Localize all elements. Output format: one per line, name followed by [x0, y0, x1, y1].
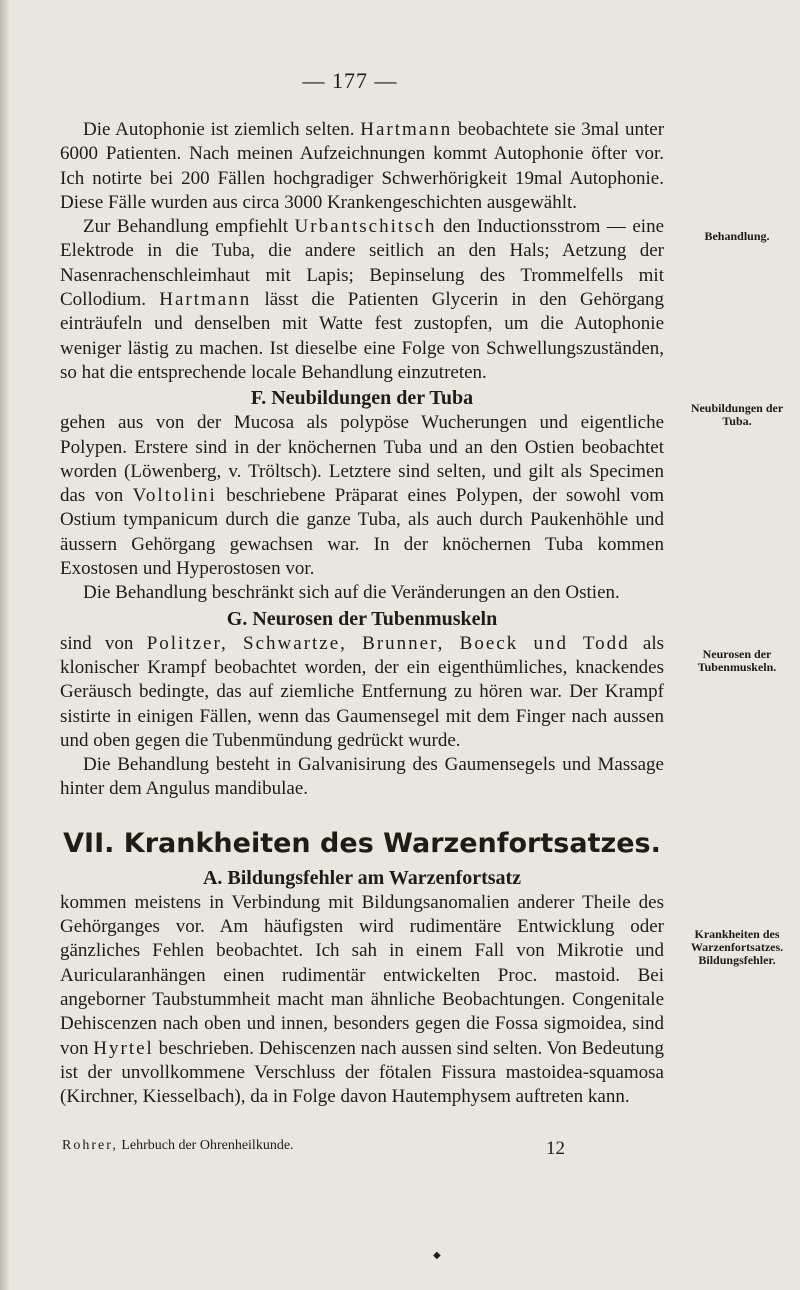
margin-note-behandlung: Behandlung.: [704, 229, 770, 243]
margin-note-neurosen: Neurosen der Tubenmuskeln.: [697, 647, 777, 674]
margin-note-neubildungen: Neubildungen der Tuba.: [690, 401, 784, 428]
page-header: — 177 —: [302, 68, 398, 93]
paragraph-neurosen: sind von Politzer, Schwartze, Brunner, Boeck und Todd als klonischer Krampf beobachtet worden, der ein eigenthümliches, knackendes Geräusch bedingte, das auf ziemliche Entfernung zu hören war. Der Krampf sistirte in einigen Fällen, wenn das Gaumensegel mit dem Finger nach aussen und oben gegen die Tubenmündung gedrückt wurde.: [60, 632, 665, 751]
section-heading-f: F. Neubildungen der Tuba: [250, 387, 474, 410]
chapter-heading-vii: VII. Krankheiten des Warzenfortsatzes.: [63, 827, 661, 859]
main-text: [60, 118, 664, 1109]
paragraph-neurosen-behandlung: Die Behandlung besteht in Galvanisirung des Gaumensegels und Massage hinter dem Angulus mandibulae.: [60, 754, 664, 800]
paragraph-bildungsfehler: kommen meistens in Verbindung mit Bildungsanomalien anderer Theile des Gehörganges vor. Am häufigsten wird rudimentäre Entwicklung oder gänzliches Fehlen beobachtet. Ich sah in einem Fall von Mikrotie und Auricularanhängen einen rudimentär entwickelten Proc. mastoid. Bei angeborner Taubstummheit macht man ähnliche Beobachtungen. Congenitale Dehiscenzen nach oben und innen, besonders gegen die Fossa sigmoidea, sind von Hyrtel beschrieben. Dehiscenzen nach aussen sind selten. Von Bedeutung ist der unvollkommene Verschluss der fötalen Fissura mastoidea-squamosa (Kirchner, Kiesselbach), da in Folge davon Hautemphysem auftreten kann.: [60, 891, 664, 1108]
page-binding-shadow: [0, 0, 10, 1290]
section-heading-g: G. Neurosen der Tubenmuskeln: [226, 607, 498, 630]
stray-mark: ◆: [433, 1250, 441, 1261]
section-heading-a: A. Bildungsfehler am Warzenfortsatz: [202, 866, 522, 889]
signature-mark: 12: [546, 1138, 565, 1159]
paragraph-neubildungen-behandlung: Die Behandlung beschränkt sich auf die Veränderungen an den Ostien.: [83, 582, 620, 604]
footer-title: Lehrbuch der Ohrenheilkunde.: [121, 1138, 294, 1153]
footer-author: Rohrer,: [62, 1138, 118, 1153]
paragraph-neubildungen: gehen aus von der Mucosa als polypöse Wucherungen und eigentliche Polypen. Erstere sind in der knöchernen Tuba und an den Ostien beobachtet worden (Löwenberg, v. Tröltsch). Letztere sind selten, und gilt als Specimen das von Voltolini beschriebene Präparat eines Polypen, der sowohl vom Ostium tympanicum durch die ganze Tuba, als auch durch Paukenhöhle und äussern Gehörgang gewachsen war. In der knöchernen Tuba kommen Exostosen und Hyperostosen vor.: [60, 412, 665, 580]
margin-note-krankheiten: Krankheiten des Warzenfortsatzes. Bildungsfehler.: [690, 927, 784, 967]
paragraph-behandlung: Zur Behandlung empfiehlt Urbantschitsch den Inductionsstrom — eine Elektrode in die Tuba, die andere seitlich an den Hals; Aetzung der Nasenrachenschleimhaut mit Lapis; Bepinselung des Trommelfells mit Collodium. Hartmann lässt die Patienten Glycerin in den Gehörgang einträufeln und denselben mit Watte fest zustopfen, um die Autophonie weniger lästig zu machen. Ist dieselbe eine Folge von Schwellungszuständen, so hat die entsprechende locale Behandlung einzutreten.: [60, 216, 665, 383]
page-footer: [62, 1138, 662, 1159]
paragraph-autophonie: Die Autophonie ist ziemlich selten. Hartmann beobachtete sie 3mal unter 6000 Patienten. Nach meinen Aufzeichnungen kommt Autophonie öfter vor. Ich notirte bei 200 Fällen hochgradiger Schwerhörigkeit 19mal Autophonie. Diese Fälle wurden aus circa 3000 Krankengeschichten ausgewählt.: [60, 119, 665, 213]
